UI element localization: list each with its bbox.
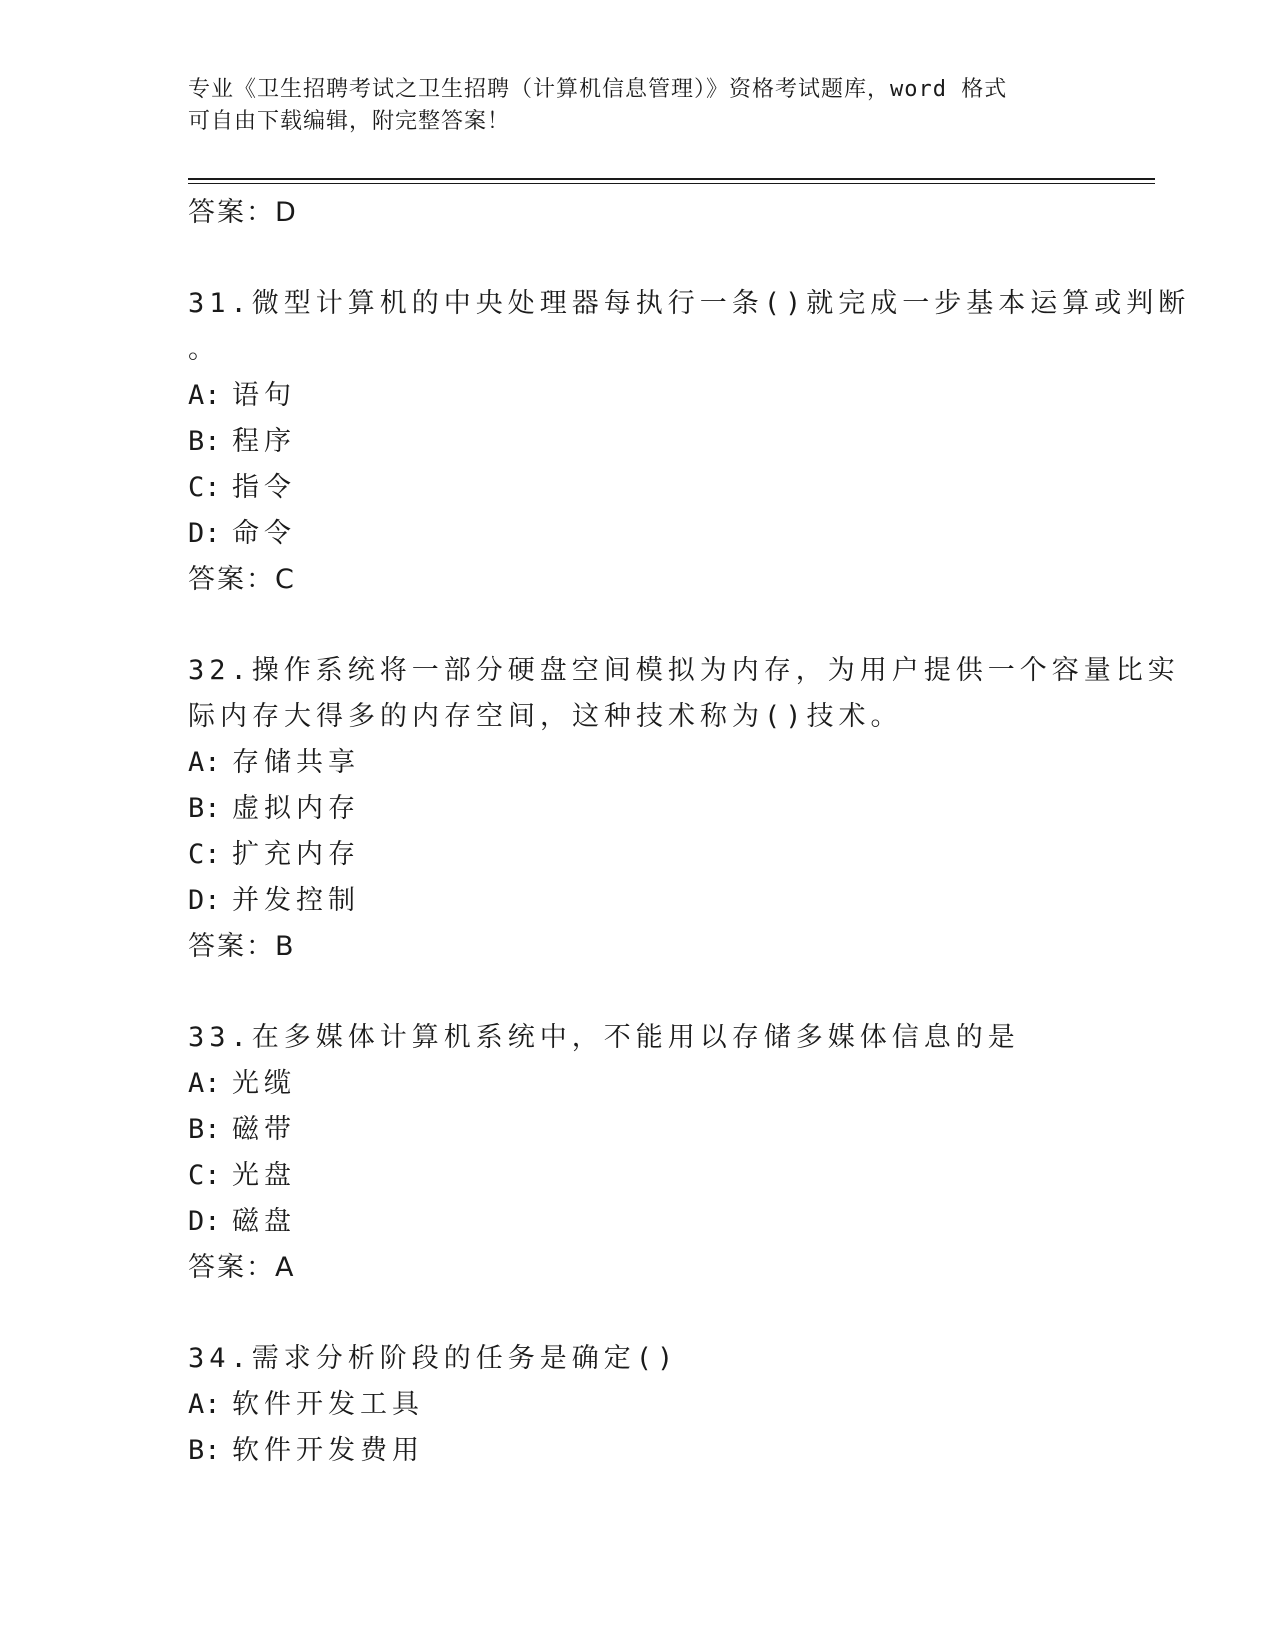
option-letter: B:: [188, 426, 221, 457]
option-b: [188, 1428, 1088, 1474]
header-divider-thin: [188, 183, 1155, 184]
option-d: [188, 511, 1088, 557]
option-c: [188, 832, 1088, 878]
option-a: [188, 1061, 1088, 1107]
option-a: [188, 740, 1088, 786]
option-b: [188, 419, 1088, 465]
option-text: 光缆: [232, 1068, 296, 1099]
option-letter: D:: [188, 1206, 221, 1237]
answer-key: 答案：B: [188, 931, 296, 962]
answer-key: 答案：C: [188, 564, 296, 595]
option-b: [188, 1107, 1088, 1153]
question-32: [188, 648, 1180, 970]
option-letter: D:: [188, 885, 221, 916]
header-line-1: 专业《卫生招聘考试之卫生招聘（计算机信息管理）》资格考试题库，word 格式: [188, 77, 1008, 102]
option-letter: A:: [188, 1389, 221, 1420]
question-33: [188, 1015, 1088, 1291]
option-text: 扩充内存: [232, 839, 360, 870]
option-c: [188, 465, 1088, 511]
option-text: 磁盘: [232, 1206, 296, 1237]
answer-key: 答案：A: [188, 1252, 296, 1283]
question-list: [188, 190, 1191, 1474]
option-c: [188, 1153, 1088, 1199]
option-text: 指令: [232, 472, 296, 503]
question-text-line: 31.微型计算机的中央处理器每执行一条()就完成一步基本运算或判断: [188, 288, 1191, 319]
option-b: [188, 786, 1088, 832]
question-34: [188, 1336, 1088, 1474]
option-letter: B:: [188, 793, 221, 824]
option-text: 软件开发费用: [232, 1435, 424, 1466]
option-a: [188, 1382, 1088, 1428]
option-letter: A:: [188, 380, 221, 411]
previous-answer: 答案：D: [188, 197, 298, 228]
question-text-line: 。: [188, 334, 220, 365]
option-letter: A:: [188, 747, 221, 778]
option-letter: B:: [188, 1114, 221, 1145]
question-31: [188, 281, 1191, 603]
option-text: 存储共享: [232, 747, 360, 778]
option-d: [188, 878, 1088, 924]
option-letter: C:: [188, 839, 221, 870]
option-a: [188, 373, 1088, 419]
option-text: 光盘: [232, 1160, 296, 1191]
option-text: 语句: [232, 380, 296, 411]
option-letter: A:: [188, 1068, 221, 1099]
question-text-line: 32.操作系统将一部分硬盘空间模拟为内存，为用户提供一个容量比实: [188, 655, 1180, 686]
option-text: 并发控制: [232, 885, 360, 916]
option-letter: D:: [188, 518, 221, 549]
question-text-line: 际内存大得多的内存空间，这种技术称为()技术。: [188, 701, 903, 732]
question-text-line: 33.在多媒体计算机系统中，不能用以存储多媒体信息的是: [188, 1022, 1020, 1053]
page-header: [188, 74, 1068, 138]
option-text: 命令: [232, 518, 296, 549]
option-letter: B:: [188, 1435, 221, 1466]
header-divider-thick: [188, 178, 1155, 180]
option-d: [188, 1199, 1088, 1245]
option-text: 程序: [232, 426, 296, 457]
option-letter: C:: [188, 1160, 221, 1191]
option-text: 磁带: [232, 1114, 296, 1145]
question-text-line: 34.需求分析阶段的任务是确定(): [188, 1343, 679, 1374]
option-text: 软件开发工具: [232, 1389, 424, 1420]
option-letter: C:: [188, 472, 221, 503]
option-text: 虚拟内存: [232, 793, 360, 824]
header-line-2: 可自由下载编辑，附完整答案！: [188, 109, 511, 134]
